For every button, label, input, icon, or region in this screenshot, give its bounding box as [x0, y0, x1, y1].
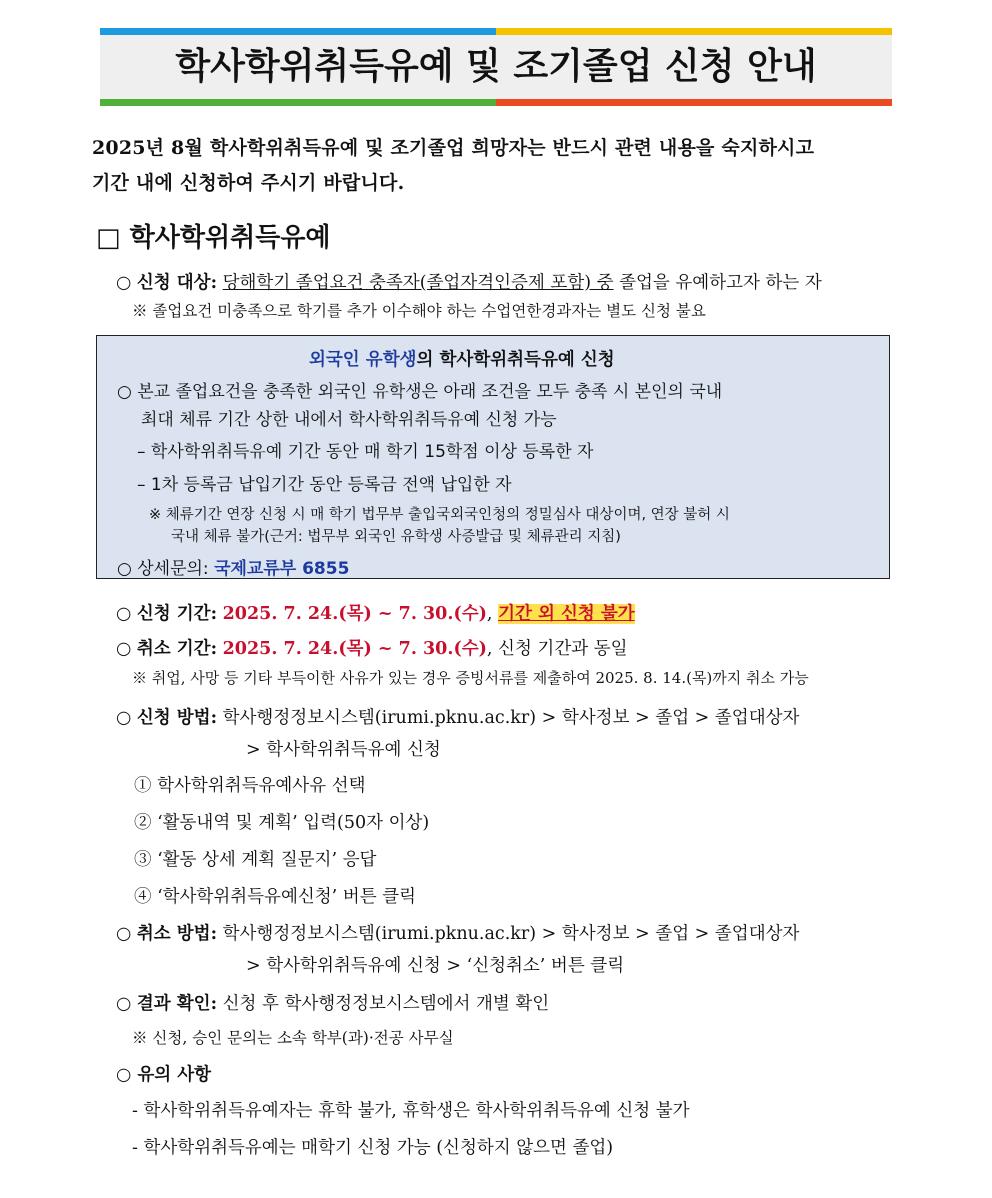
cancel-period-rest: , 신청 기간과 동일 [486, 639, 628, 659]
banner-bottom-red-bar [496, 99, 892, 106]
cancel-period-note: ※ 취업, 사망 등 기타 부득이한 사유가 있는 경우 증빙서류를 제출하여 2025. 8. 14.(목)까지 취소 가능 [132, 669, 809, 687]
target-row [116, 269, 822, 294]
caution-item-2: - 학사학위취득유예는 매학기 신청 가능 (신청하지 않으면 졸업) [132, 1138, 614, 1158]
section-heading-deferral: □ 학사학위취득유예 [96, 223, 331, 253]
foreign-box-para-line-1: ○ 본교 졸업요건을 충족한 외국인 유학생은 아래 조건을 모두 충족 시 본인의 국내 [117, 382, 723, 402]
bullet: ○ [116, 604, 132, 624]
banner-top-yellow-bar [496, 28, 892, 35]
cancel-method-label: 취소 방법: [136, 924, 218, 944]
target-note: ※ 졸업요건 미충족으로 학기를 추가 이수해야 하는 수업연한경과자는 별도 신청 불요 [132, 302, 706, 320]
foreign-box-para-line-2: 최대 체류 기간 상한 내에서 학사학위취득유예 신청 가능 [141, 410, 557, 430]
contact-value: 국제교류부 6855 [214, 559, 350, 579]
cancel-method-row [116, 920, 799, 945]
foreign-box-condition-2: – 1차 등록금 납입기간 동안 등록금 전액 납입한 자 [137, 475, 512, 495]
application-method-label: 신청 방법: [136, 708, 218, 728]
application-method-path-2: > 학사학위취득유예 신청 [246, 740, 441, 760]
page-title: 학사학위취득유예 및 조기졸업 신청 안내 [175, 46, 817, 87]
banner-top-blue-bar [100, 28, 496, 35]
foreign-box-title [309, 346, 615, 371]
cancel-period-row [116, 635, 628, 660]
method-step-4: ④ ‘학사학위취득유예신청’ 버튼 클릭 [134, 887, 416, 907]
cancel-period-dates: 2025. 7. 24.(목) ~ 7. 30.(수) [222, 639, 487, 659]
banner-bottom-green-bar [100, 99, 496, 106]
bullet: ○ [116, 924, 132, 944]
foreign-box-condition-1: – 학사학위취득유예 기간 동안 매 학기 15학점 이상 등록한 자 [137, 442, 594, 462]
bullet: ○ [116, 273, 132, 293]
foreign-student-box [96, 335, 890, 579]
bullet: ○ [116, 639, 132, 659]
cancel-period-label: 취소 기간: [136, 639, 218, 659]
intro-line-2: 기간 내에 신청하여 주시기 바랍니다. [92, 172, 405, 194]
application-period-label: 신청 기간: [136, 604, 218, 624]
caution-item-1: - 학사학위취득유예자는 휴학 불가, 휴학생은 학사학위취득유예 신청 불가 [132, 1101, 690, 1121]
cancel-method-path-2: > 학사학위취득유예 신청 > ‘신청취소’ 버튼 클릭 [246, 956, 625, 976]
application-period-row [116, 600, 635, 625]
foreign-box-note-line-1: ※ 체류기간 연장 신청 시 매 학기 법무부 출입국외국인청의 정밀심사 대상이며, 연장 불허 시 [149, 507, 730, 523]
foreign-box-contact [117, 554, 349, 579]
intro-line-1: 2025년 8월 학사학위취득유예 및 조기졸업 희망자는 반드시 관련 내용을 숙지하시고 [92, 137, 815, 159]
foreign-box-note-line-2: 국내 체류 불가(근거: 법무부 외국인 유학생 사증발급 및 체류관리 지침) [171, 529, 621, 545]
cancel-method-path-1: 학사행정정보시스템(irumi.pknu.ac.kr) > 학사정보 > 졸업 > 졸업대상자 [222, 924, 800, 944]
bullet: ○ [116, 994, 132, 1014]
application-period-warning: 기간 외 신청 불가 [498, 604, 635, 624]
target-rest: 졸업을 유예하고자 하는 자 [619, 273, 822, 293]
target-label: 신청 대상: [136, 273, 218, 293]
cautions-heading: ○ 유의 사항 [116, 1065, 212, 1085]
method-step-2: ② ‘활동내역 및 계획’ 입력(50자 이상) [134, 813, 430, 833]
bullet: ○ [116, 708, 132, 728]
foreign-box-title-highlight: 외국인 유학생 [309, 350, 417, 370]
foreign-box-title-rest: 의 학사학위취득유예 신청 [416, 350, 615, 370]
contact-label: ○ 상세문의: [117, 559, 209, 579]
application-period-sep: , [486, 604, 493, 624]
method-step-3: ③ ‘활동 상세 계획 질문지’ 응답 [134, 850, 377, 870]
result-rest: 신청 후 학사행정정보시스템에서 개별 확인 [222, 994, 550, 1014]
target-emphasis: 당해학기 졸업요건 충족자(졸업자격인증제 포함) 중 [222, 273, 614, 293]
application-method-row [116, 704, 799, 729]
result-row [116, 990, 549, 1015]
title-banner [100, 28, 892, 106]
application-period-dates: 2025. 7. 24.(목) ~ 7. 30.(수) [222, 604, 487, 624]
application-method-path-1: 학사행정정보시스템(irumi.pknu.ac.kr) > 학사정보 > 졸업 > 졸업대상자 [222, 708, 800, 728]
result-label: 결과 확인: [136, 994, 218, 1014]
result-note: ※ 신청, 승인 문의는 소속 학부(과)·전공 사무실 [132, 1029, 454, 1047]
method-step-1: ① 학사학위취득유예사유 선택 [134, 776, 366, 796]
